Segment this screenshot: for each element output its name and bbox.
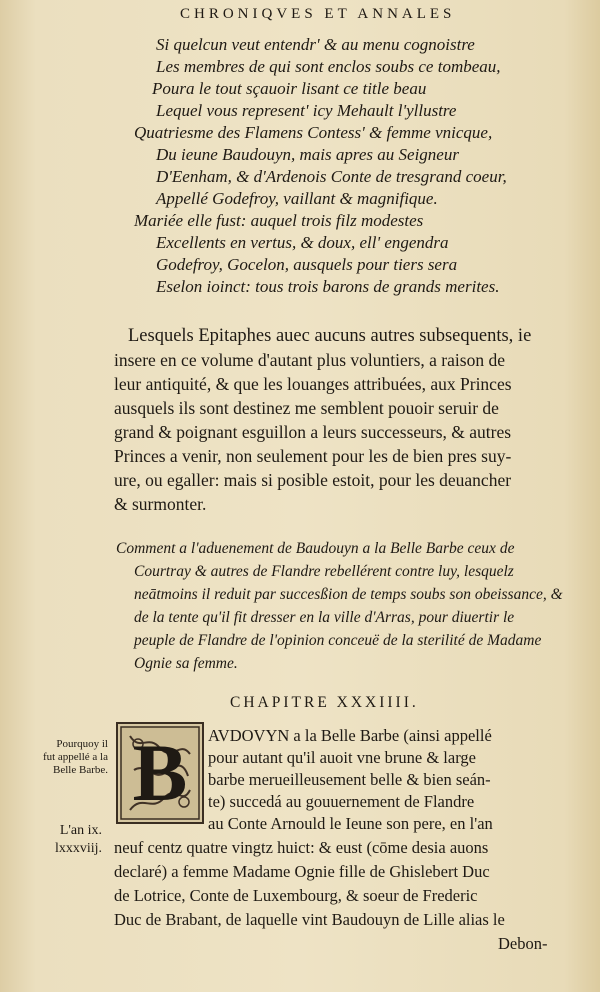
poem-line: Lequel vous represent' icy Mehault l'yllustre [156, 101, 457, 120]
poem-line: Quatriesme des Flamens Contess' & femme vnicque, [134, 123, 493, 142]
margin-note [30, 738, 108, 777]
body-line: au Conte Arnould le Ieune son pere, en l'an [208, 814, 493, 833]
prose-line: ausquels ils sont destinez me semblent pouoir seruir de [114, 398, 499, 418]
poem-line: Mariée elle fust: auquel trois filz modestes [134, 211, 424, 230]
prose-line: grand & poignant esguillon a leurs successeurs, & autres [114, 422, 512, 442]
running-head: CHRONIQVES ET ANNALES [180, 6, 456, 22]
body-line: neuf centz quatre vingtz huict: & eust (cōme desia auons [114, 838, 489, 857]
summary-line: peuple de Flandre de l'opinion conceuë de la sterilité de Madame [134, 632, 542, 649]
body-line: te) succedá au gouuernement de Flandre [208, 792, 475, 811]
year-note [20, 822, 102, 858]
prose-line: insere en ce volume d'autant plus voluntiers, a raison de [114, 350, 505, 370]
prose-line: ure, ou egaller: mais si posible estoit, pour les deuancher [114, 470, 512, 490]
catchword: Debon- [498, 934, 548, 953]
margin-note-line: Pourquoy il [56, 738, 108, 750]
initial-letter: B [132, 727, 188, 818]
poem-line: Godefroy, Gocelon, ausquels pour tiers sera [156, 255, 458, 274]
body-line: AVDOVYN a la Belle Barbe (ainsi appellé [208, 726, 492, 745]
poem-line: Appellé Godefroy, vaillant & magnifique. [156, 189, 438, 208]
summary-line: de la tente qu'il fit dresser en la ville d'Arras, pour diuertir le [134, 609, 515, 626]
summary-line: Comment a l'aduenement de Baudouyn a la Belle Barbe ceux de [116, 540, 515, 557]
margin-note-line: fut appellé a la [42, 751, 108, 763]
body-line: de Lotrice, Conte de Luxembourg, & soeur de Frederic [114, 886, 478, 905]
body-line: declaré) a femme Madame Ognie fille de Ghislebert Duc [114, 862, 490, 881]
prose-line: leur antiquité, & que les louanges attribuées, aux Princes [114, 374, 512, 394]
prose-line: & surmonter. [114, 494, 207, 514]
body-line: barbe merueilleusement belle & bien seán- [208, 770, 491, 789]
body-line: Duc de Brabant, de laquelle vint Baudouyn de Lille alias le [114, 910, 505, 929]
poem-line: Du ieune Baudouyn, mais apres au Seigneur [156, 145, 459, 164]
prose-line: Princes a venir, non seulement pour les de bien pres suy- [114, 446, 512, 466]
summary-line: Courtray & autres de Flandre rebellérent contre luy, lesquelz [134, 563, 514, 580]
ornament-icon [118, 724, 202, 822]
chapter-title: CHAPITRE XXXIIII. [230, 694, 419, 711]
margin-note-line: Belle Barbe. [53, 764, 108, 776]
poem-line: Excellents en vertus, & doux, ell' engendra [156, 233, 449, 252]
summary-line: Ognie sa femme. [134, 655, 238, 672]
body-line: pour autant qu'il auoit vne brune & large [208, 748, 476, 767]
poem-line: D'Eenham, & d'Ardenois Conte de tresgrand coeur, [156, 167, 507, 186]
poem-line: Poura le tout sçauoir lisant ce title beau [152, 79, 427, 98]
year-note-line: lxxxviij. [54, 841, 102, 856]
poem-line: Si quelcun veut entendr' & au menu cognoistre [156, 35, 475, 54]
year-note-line: L'an ix. [59, 823, 102, 838]
poem-line: Eselon ioinct: tous trois barons de grands merites. [156, 277, 500, 296]
poem-line: Les membres de qui sont enclos soubs ce tombeau, [156, 57, 501, 76]
summary-line: neātmoins il reduit par succesßion de temps soubs son obeissance, & [134, 586, 563, 603]
decorated-initial [116, 722, 204, 824]
prose-line: Lesquels Epitaphes auec aucuns autres subsequents, ie [128, 326, 532, 346]
